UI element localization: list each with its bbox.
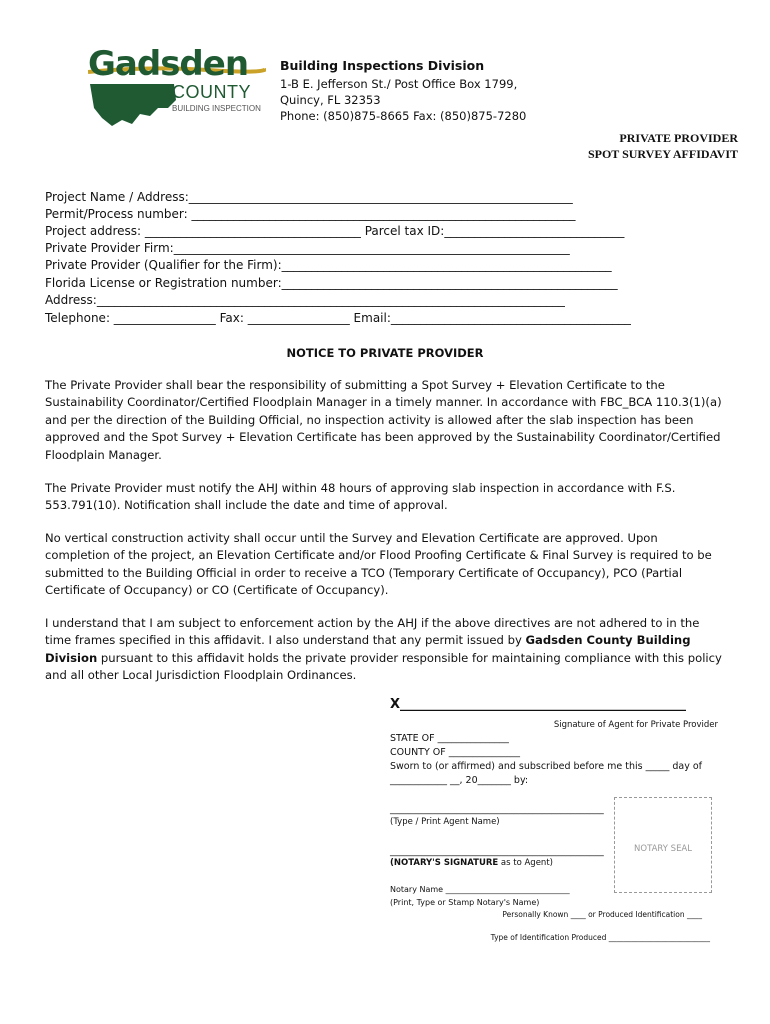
license-number-field[interactable]: Florida License or Registration number:________________________________________________________: [45, 276, 618, 290]
identification-field[interactable]: Personally Known ____ or Produced Identification ____: [502, 910, 702, 919]
paragraph-4-text-b: pursuant to this affidavit holds the private provider responsible for maintaining compliance with this policy and all other Local Jurisdiction Floodplain Ordinances.: [45, 650, 722, 683]
state-of-field[interactable]: STATE OF _______________: [390, 733, 509, 744]
permit-number-field[interactable]: Permit/Process number: ________________________________________________________________: [45, 207, 576, 221]
notary-seal-box: [614, 797, 712, 893]
identification-type-field[interactable]: Type of Identification Produced ___________________________: [490, 933, 710, 942]
logo-county-text: COUNTY: [172, 82, 251, 102]
form-title-line-2: SPOT SURVEY AFFIDAVIT: [587, 147, 738, 161]
agent-signature-caption: Signature of Agent for Private Provider: [553, 720, 718, 730]
agent-name-caption: (Type / Print Agent Name): [390, 817, 500, 827]
logo-brand-word: Gadsden: [88, 44, 249, 84]
contact-field[interactable]: Telephone: _________________ Fax: _________________ Email:________________________________________: [45, 311, 631, 325]
paragraph-4: [45, 615, 725, 685]
address-field[interactable]: Address:______________________________________________________________________________: [45, 293, 565, 307]
provider-firm-field[interactable]: Private Provider Firm:__________________________________________________________________: [45, 241, 570, 255]
paragraph-4-bold: Gadsden County Building Division: [45, 633, 691, 665]
logo-subtitle: BUILDING INSPECTION: [172, 104, 261, 113]
address-line-2: Quincy, FL 32353: [280, 93, 381, 107]
paragraph-2: The Private Provider must notify the AHJ within 48 hours of approving slab inspection in accordance with F.S. 553.791(10). Notification shall include the date and time of approval.: [45, 481, 676, 513]
notary-seal-label: NOTARY SEAL: [634, 844, 692, 854]
division-title: Building Inspections Division: [280, 58, 485, 73]
address-line-1: 1-B E. Jefferson St./ Post Office Box 1799,: [280, 77, 518, 91]
notary-name-field[interactable]: Notary Name _______________________________: [390, 885, 570, 894]
paragraph-1: The Private Provider shall bear the responsibility of submitting a Spot Survey + Elevation Certificate to the Sustainability Coordinator/Certified Floodplain Manager in a timely manner. In accordance with FBC_BCA 110.3(1)(a) and per the direction of the Building Official, no inspection activity is allowed after the slab inspection has been approved and the Spot Survey + Elevation Certificate has been approved by the Sustainability Coordinator/Certified Floodplain Manager.: [45, 378, 722, 462]
date-by-field[interactable]: ____________ __, 20_______ by:: [390, 775, 529, 786]
sworn-statement: Sworn to (or affirmed) and subscribed before me this _____ day of: [390, 761, 703, 772]
notary-name-caption: (Print, Type or Stamp Notary's Name): [390, 898, 540, 907]
provider-qualifier-field[interactable]: Private Provider (Qualifier for the Firm):_______________________________________________________: [45, 258, 612, 272]
county-of-field[interactable]: COUNTY OF _______________: [390, 747, 521, 758]
paragraph-3: No vertical construction activity shall occur until the Survey and Elevation Certificate are approved. Upon completion of the project, an Elevation Certificate and/or Flood Proofing Certificate & Final Survey is required to be submitted to the Building Official in order to receive a TCO (Temporary Certificate of Occupancy), PCO (Partial Certificate of Occupancy) or CO (Certificate of Occupancy).: [45, 531, 712, 598]
agent-signature-line[interactable]: X____________________________________________: [390, 697, 687, 712]
form-title-line-1: PRIVATE PROVIDER: [619, 131, 738, 145]
notary-signature-line[interactable]: _____________________________________________: [390, 846, 604, 857]
notice-heading: NOTICE TO PRIVATE PROVIDER: [286, 346, 484, 360]
county-logo: [88, 44, 266, 120]
project-address-field[interactable]: Project address: ____________________________________ Parcel tax ID:______________________________: [45, 224, 625, 238]
paragraph-4-text-a: I understand that I am subject to enforcement action by the AHJ if the above directives are not adhered to in the time frames specified in this affidavit. I also understand that any permit issued by: [45, 616, 700, 648]
notary-signature-caption: (NOTARY'S SIGNATURE as to Agent): [390, 858, 553, 868]
agent-name-line[interactable]: _____________________________________________: [390, 804, 604, 815]
project-name-field[interactable]: Project Name / Address:________________________________________________________________: [45, 190, 573, 204]
phone-fax: Phone: (850)875-8665 Fax: (850)875-7280: [280, 109, 527, 123]
